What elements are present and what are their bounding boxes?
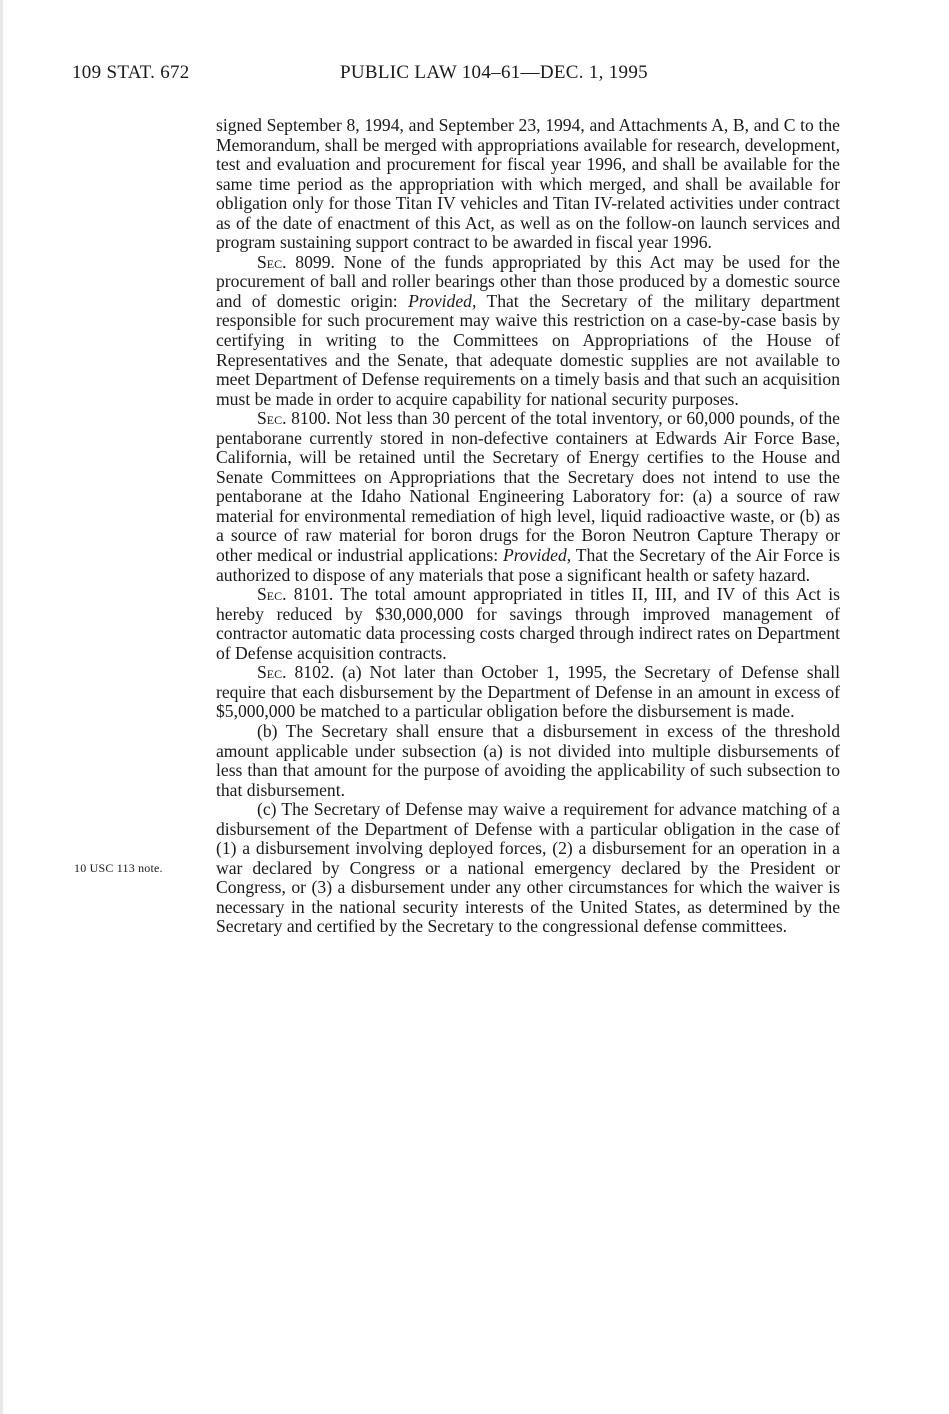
section-8102-subsection-c: (c) The Secretary of Defense may waive a requirement for advance matching of a disbursement of the Department of Defense with a particular obligation in the case of (1) a disbursement involving deployed forces, (2) a disbursement for an operation in a war declared by Congress or a national emergency declared by the President or Congress, or (3) a disbursement under any other circumstances for which the waiver is necessary in the national security interests of the United States, as determined by the Secretary and certified by the Secretary to the congressional defense committees.: [216, 799, 840, 937]
section-8099: [216, 253, 840, 409]
section-text: Not less than 30 percent of the total inventory, or 60,000 pounds, of the pentaborane currently stored in non-defective containers at Edwards Air Force Base, California, will be retained until the Secretary of Energy certifies to the House and Senate Committees on Appropriations that the Secretary does not intend to use the pentaborane at the Idaho National Engineering Laboratory for: (a) a source of raw material for environmental remediation of high level, liquid radioactive waste, or (b) as a source of raw material for boron drugs for the Boron Neutron Capture Therapy or other medical or industrial applications:: [216, 408, 840, 566]
section-8102-subsection-b: (b) The Secretary shall ensure that a disbursement in excess of the threshold amount applicable under subsection (a) is not divided into multiple disbursements of less than that amount for the purpose of avoiding the applicability of such subsection to that disbursement.: [216, 720, 840, 800]
section-text: The total amount appropriated in titles II, III, and IV of this Act is hereby reduced by $30,000,000 for savings through improved management of contractor automatic data processing costs charged through indirect rates on Department of Defense acquisition contracts.: [216, 584, 840, 663]
margin-citation-note: 10 USC 113 note.: [74, 861, 163, 875]
proviso-label: Provided,: [502, 545, 572, 566]
section-8101: [216, 585, 840, 663]
paragraph-continuation: signed September 8, 1994, and September 23, 1994, and Attachments A, B, and C to the Memorandum, shall be merged with appropriations available for research, development, test and evaluation and procurement for fiscal year 1996, and shall be available for the same time period as the appropriation with which merged, and shall be available for obligation only for those Titan IV vehicles and Titan IV-related activities under contract as of the date of enactment of this Act, as well as on the follow-on launch services and program sustaining support contract to be awarded in fiscal year 1996.: [216, 115, 840, 253]
section-text: None of the funds appropriated by this Act may be used for the procurement of ball and roller bearings other than those produced by a domestic source and of domestic origin:: [216, 251, 840, 311]
section-text: That the Secretary of the military department responsible for such procurement may waive this restriction on a case-by-case basis by certifying in writing to the Committees on Appropriations of the House of Representatives and the Senate, that adequate domestic supplies are not available to meet Department of Defense requirements on a timely basis and that such an acquisition must be made in order to acquire capability for national security purposes.: [216, 290, 840, 409]
law-text-body: [216, 116, 840, 937]
page-header: [72, 62, 852, 92]
section-label: Sec. 8102.: [257, 662, 335, 683]
public-law-title: PUBLIC LAW 104–61—DEC. 1, 1995: [340, 62, 648, 83]
proviso-label: Provided,: [408, 290, 477, 311]
section-label: Sec. 8100.: [257, 408, 331, 429]
section-8102: [216, 663, 840, 722]
section-text: (a) Not later than October 1, 1995, the Secretary of Defense shall require that each disbursement by the Department of Defense in an amount in excess of $5,000,000 be matched to a particular obligation before the disbursement is made.: [216, 662, 840, 722]
section-label: Sec. 8099.: [257, 251, 335, 272]
page-edge: [0, 0, 3, 1414]
section-label: Sec. 8101.: [257, 584, 334, 605]
section-text: That the Secretary of the Air Force is authorized to dispose of any materials that pose a significant health or safety hazard.: [216, 545, 841, 585]
section-8100: [216, 409, 840, 585]
statute-page-number: 109 STAT. 672: [72, 62, 190, 83]
